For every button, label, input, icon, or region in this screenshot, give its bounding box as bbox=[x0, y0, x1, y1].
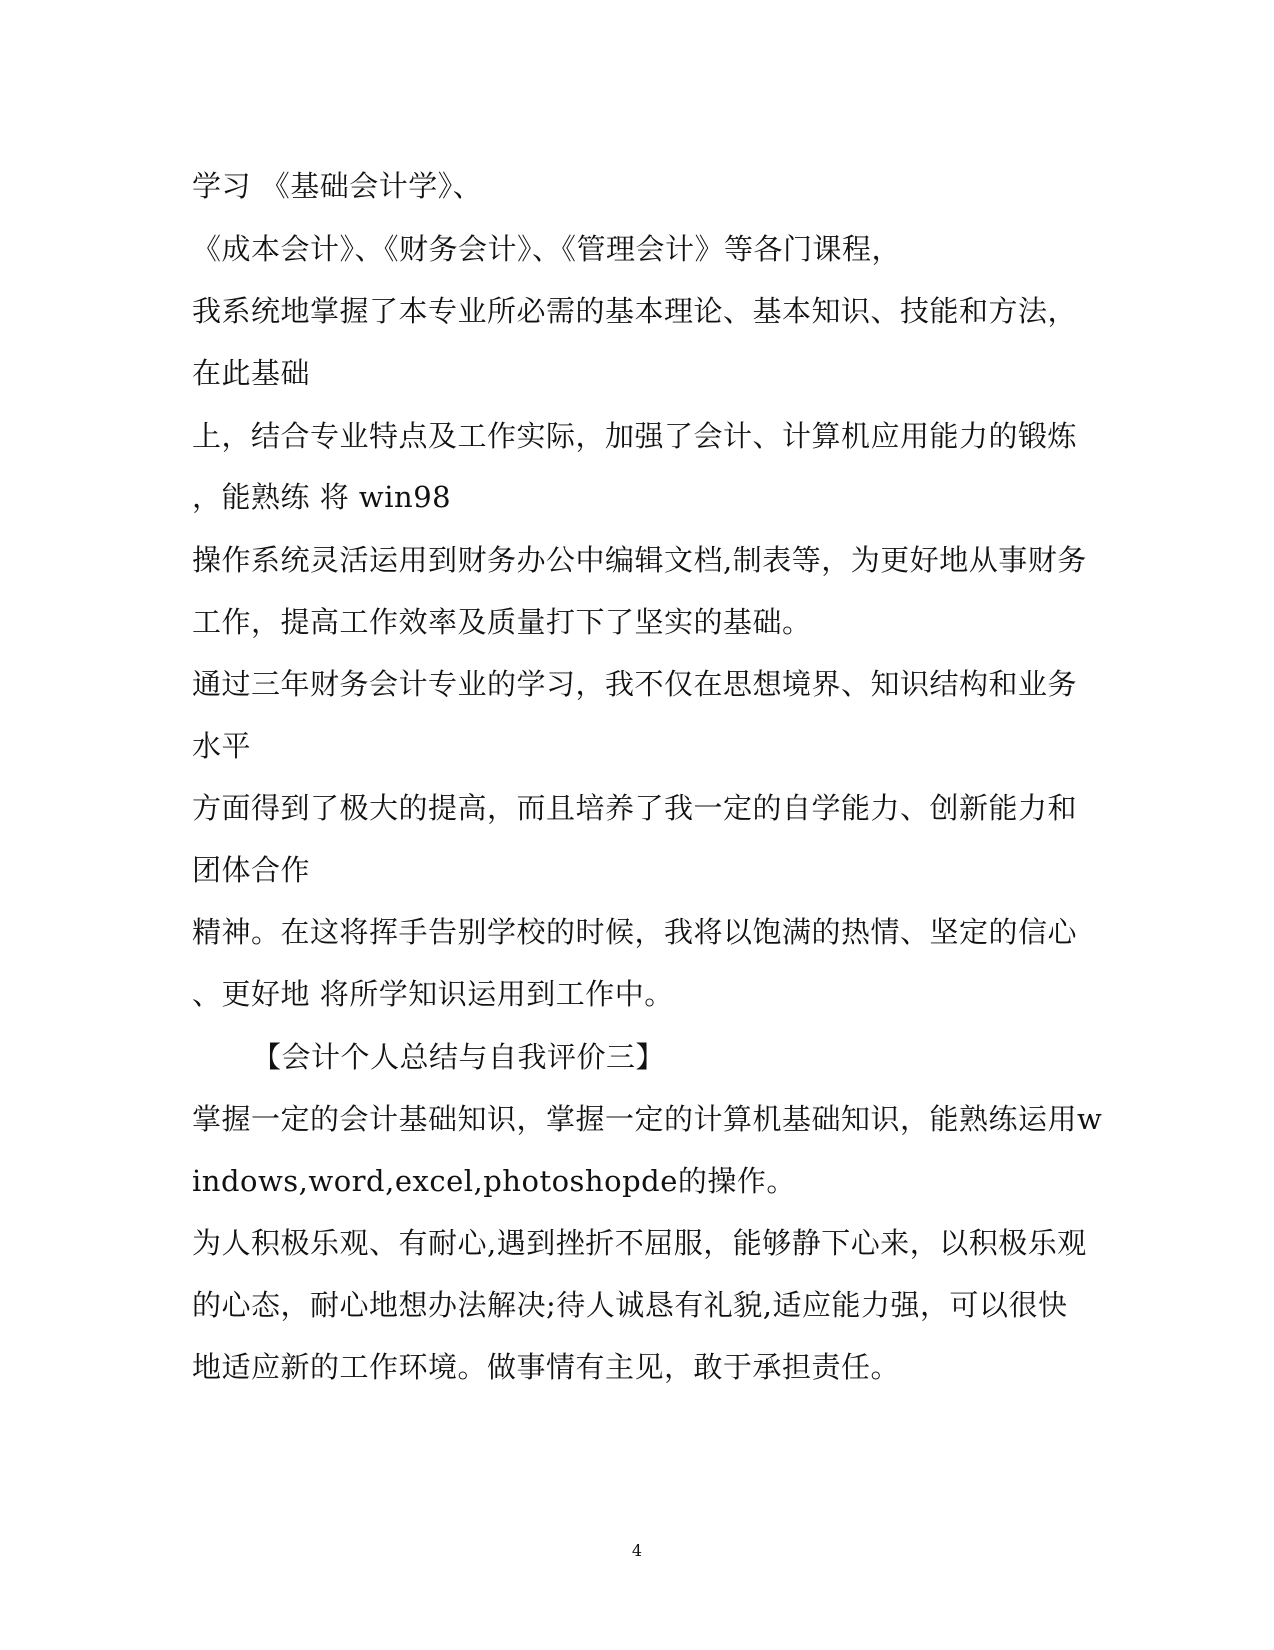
text-line: 团体合作 bbox=[192, 853, 311, 887]
text-line: 我系统地掌握了本专业所必需的基本理论、基本知识、技能和方法， bbox=[192, 294, 1078, 328]
page-number: 4 bbox=[631, 1541, 643, 1560]
text-line: indows,word,excel,photoshopde的操作。 bbox=[192, 1164, 796, 1198]
text-line: 在此基础 bbox=[192, 356, 311, 390]
text-line: 地适应新的工作环境。做事情有主见，敢于承担责任。 bbox=[192, 1350, 901, 1384]
text-line: 水平 bbox=[192, 729, 252, 763]
text-line: 掌握一定的会计基础知识，掌握一定的计算机基础知识，能熟练运用w bbox=[192, 1102, 1103, 1136]
text-line: 操作系统灵活运用到财务办公中编辑文档,制表等，为更好地从事财务 bbox=[192, 543, 1087, 577]
text-line: 学习 《基础会计学》、 bbox=[192, 169, 483, 203]
text-line: 通过三年财务会计专业的学习，我不仅在思想境界、知识结构和业务 bbox=[192, 667, 1078, 701]
text-line: 精神。在这将挥手告别学校的时候，我将以饱满的热情、坚定的信心 bbox=[192, 915, 1078, 949]
section-heading: 【会计个人总结与自我评价三】 bbox=[252, 1040, 666, 1074]
text-line: 上，结合专业特点及工作实际，加强了会计、计算机应用能力的锻炼 bbox=[192, 419, 1078, 453]
text-line: 为人积极乐观、有耐心,遇到挫折不屈服，能够静下心来，以积极乐观 bbox=[192, 1226, 1087, 1260]
text-line: 工作，提高工作效率及质量打下了坚实的基础。 bbox=[192, 605, 812, 639]
text-line: 《成本会计》、《财务会计》、《管理会计》等各门课程， bbox=[192, 232, 902, 266]
text-line: 的心态，耐心地想办法解决;待人诚恳有礼貌,适应能力强，可以很快 bbox=[192, 1288, 1068, 1322]
text-line: 、更好地 将所学知识运用到工作中。 bbox=[192, 977, 674, 1011]
text-line: ，能熟练 将 win98 bbox=[192, 480, 452, 514]
text-line: 方面得到了极大的提高，而且培养了我一定的自学能力、创新能力和 bbox=[192, 791, 1078, 825]
